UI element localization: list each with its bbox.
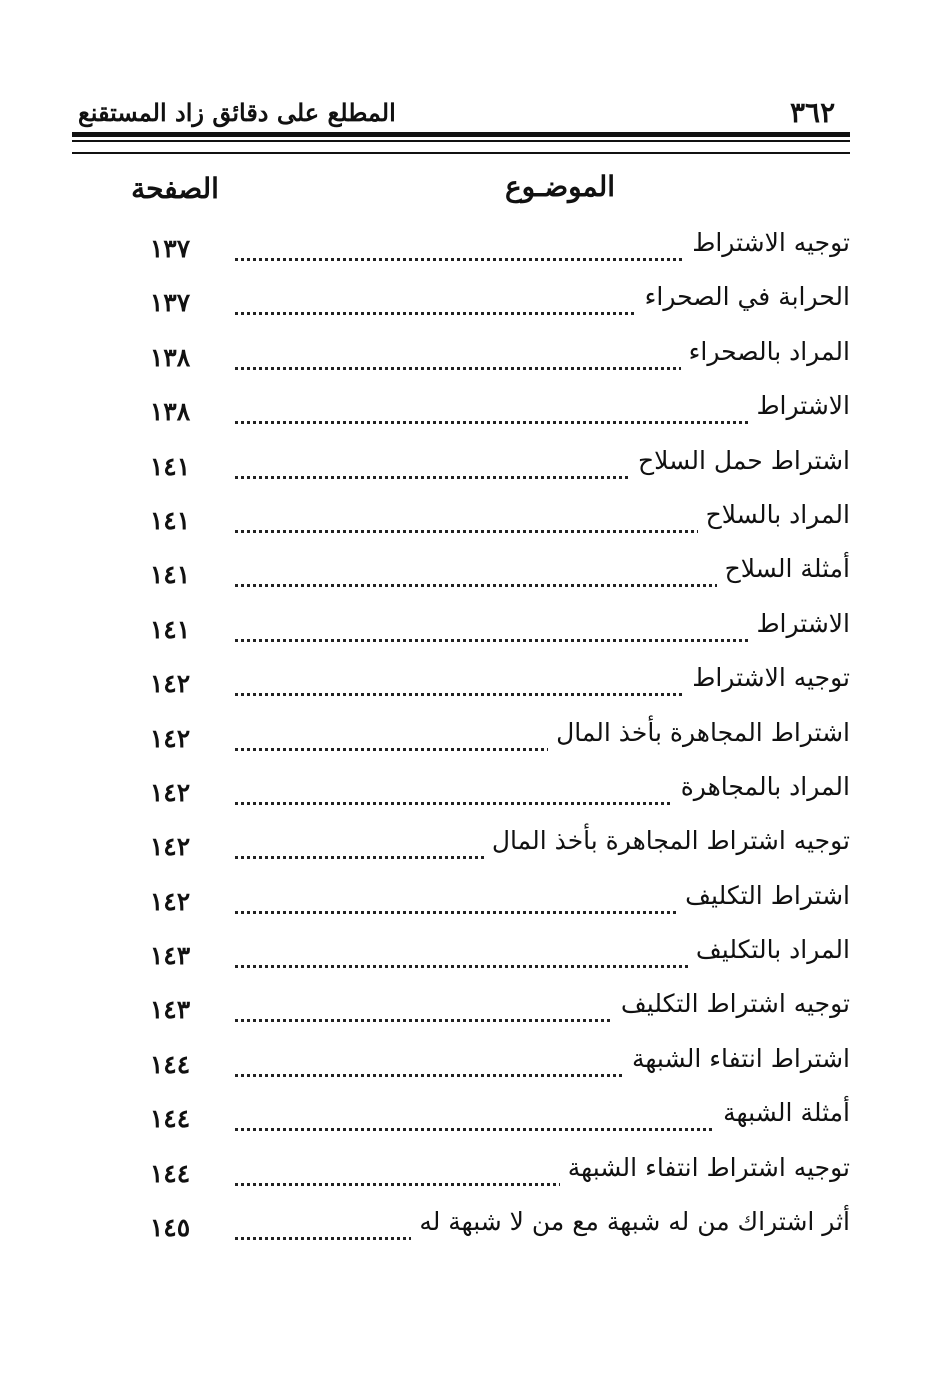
toc-entry-topic: اشتراط انتفاء الشبهة	[632, 1043, 850, 1073]
toc-entry-topic-wrap	[717, 554, 850, 594]
toc-entry-page: ١٣٨	[149, 397, 191, 427]
toc-entry	[120, 494, 850, 548]
toc-entry-page: ١٣٧	[149, 234, 191, 263]
toc-entry-topic: توجيه اشتراط انتفاء الشبهة	[567, 1152, 850, 1182]
toc-entry-topic: اشتراط حمل السلاح	[638, 445, 850, 475]
toc-entry-topic-wrap	[677, 881, 850, 921]
toc-entry-page: ١٤٤	[149, 1049, 191, 1079]
toc-entry	[120, 820, 850, 874]
toc-entry-topic-wrap	[613, 989, 850, 1029]
page-number: ٣٦٢	[790, 96, 836, 129]
toc-entry-page: ١٤٢	[149, 723, 191, 753]
toc-entry-topic: توجيه الاشتراط	[692, 228, 850, 257]
toc-entry-page: ١٤١	[149, 614, 191, 644]
toc-entry-topic: أمثلة السلاح	[724, 554, 850, 584]
toc-entry-topic: اشتراط المجاهرة بأخذ المال	[556, 717, 850, 747]
toc-entry-topic-wrap	[681, 337, 850, 377]
toc-entry-page: ١٤١	[149, 560, 191, 590]
toc-entry	[120, 548, 850, 602]
toc-entry-topic-wrap	[637, 282, 850, 322]
toc-entry-topic: توجيه اشتراط المجاهرة بأخذ المال	[491, 826, 850, 856]
toc-entry-topic: الاشتراط	[756, 608, 850, 638]
toc-entry	[120, 712, 850, 766]
toc-entry-topic: توجيه اشتراط التكليف	[620, 989, 850, 1019]
toc-entry-topic: أمثلة الشبهة	[723, 1098, 850, 1128]
toc-entry-topic: الاشتراط	[756, 391, 850, 421]
toc-entry-topic: المراد بالتكليف	[695, 935, 850, 965]
toc-entry	[120, 276, 850, 330]
toc-list	[120, 222, 850, 1255]
toc-entry-topic: المراد بالصحراء	[688, 336, 850, 366]
toc-entry	[120, 1201, 850, 1255]
toc-entry-page: ١٤٤	[149, 1104, 191, 1134]
toc-entry	[120, 222, 850, 276]
toc-entry-page: ١٤٣	[149, 941, 191, 971]
toc-entry-topic-wrap	[560, 1153, 850, 1193]
toc-entry-page: ١٤٢	[149, 886, 191, 916]
toc-entry-page: ١٤٥	[149, 1213, 191, 1243]
toc-entry-topic-wrap	[748, 391, 850, 431]
toc-entry-page: ١٤٢	[149, 832, 191, 862]
toc-entry-page: ١٤١	[149, 451, 191, 481]
toc-entry-topic: المراد بالمجاهرة	[680, 771, 850, 801]
toc-entry-topic-wrap	[715, 1098, 850, 1138]
toc-entry-topic-wrap	[688, 935, 850, 975]
toc-entry-topic-wrap	[630, 446, 850, 486]
toc-entry-topic-wrap	[684, 663, 850, 703]
toc-entry	[120, 385, 850, 439]
toc-entry-page: ١٤٤	[149, 1158, 191, 1188]
toc-entry-topic: أثر اشتراك من له شبهة مع من لا شبهة له	[419, 1207, 850, 1237]
header-rule-thin	[72, 140, 850, 142]
column-header-rule-top	[72, 152, 850, 154]
toc-entry-topic-wrap	[484, 826, 850, 866]
toc-entry	[120, 1038, 850, 1092]
toc-entry-topic-wrap	[748, 609, 850, 649]
toc-entry	[120, 1092, 850, 1146]
toc-entry-page: ١٤٢	[149, 669, 191, 699]
toc-entry-topic: المراد بالسلاح	[705, 499, 850, 529]
toc-entry-topic-wrap	[548, 718, 850, 758]
column-header-topic: الموضـوع	[504, 170, 616, 203]
toc-entry-topic-wrap	[624, 1044, 850, 1084]
column-header-page: الصفحة	[131, 172, 219, 205]
toc-entry	[120, 331, 850, 385]
toc-entry	[120, 983, 850, 1037]
toc-entry-topic-wrap	[673, 772, 850, 812]
toc-entry	[120, 603, 850, 657]
toc-entry	[120, 1147, 850, 1201]
toc-entry-page: ١٤٢	[149, 777, 191, 807]
toc-entry	[120, 875, 850, 929]
toc-entry-topic: توجيه الاشتراط	[692, 663, 850, 693]
header-rule-thick	[72, 132, 850, 137]
toc-entry-topic: اشتراط التكليف	[685, 880, 850, 910]
toc-entry-page: ١٤١	[149, 505, 191, 535]
toc-entry-page: ١٣٨	[149, 342, 191, 372]
toc-entry	[120, 440, 850, 494]
toc-entry-topic-wrap	[684, 228, 850, 268]
toc-entry	[120, 766, 850, 820]
toc-entry	[120, 929, 850, 983]
toc-entry-topic-wrap	[698, 500, 850, 540]
toc-entry	[120, 657, 850, 711]
toc-entry-page: ١٣٧	[149, 288, 191, 318]
toc-entry-page: ١٤٣	[149, 995, 191, 1025]
toc-entry-topic-wrap	[411, 1207, 850, 1247]
toc-entry-topic: الحرابة في الصحراء	[644, 282, 850, 312]
book-title: المطلع على دقائق زاد المستقنع	[78, 98, 396, 127]
